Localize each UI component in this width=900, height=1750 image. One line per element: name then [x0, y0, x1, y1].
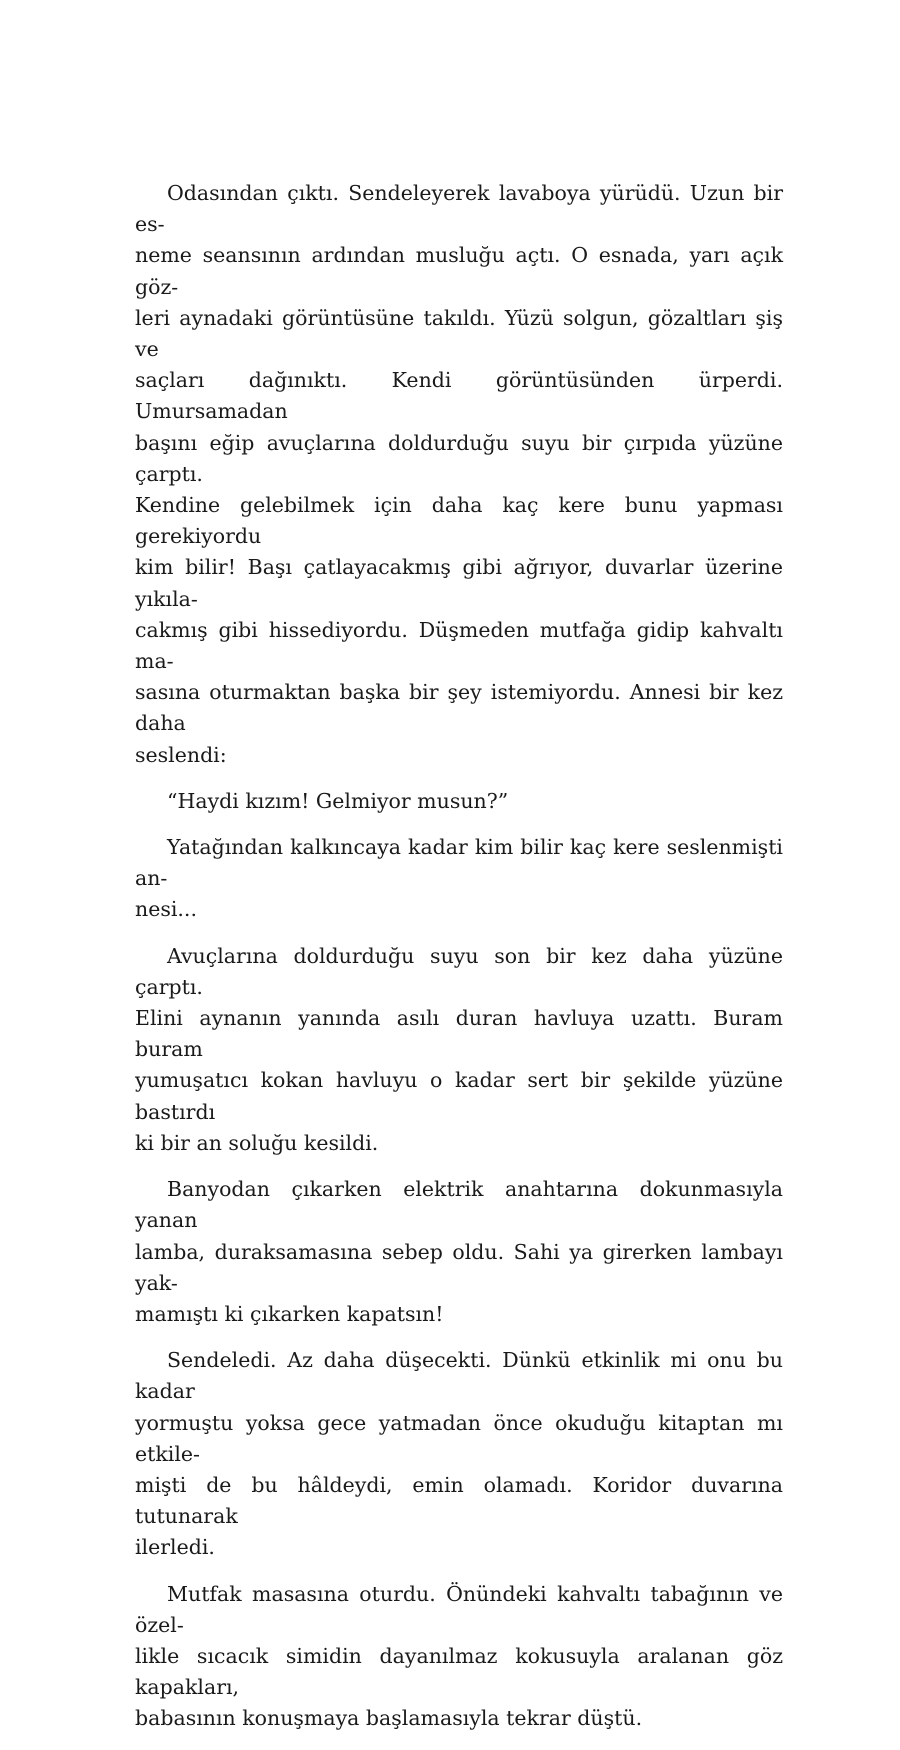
text-line: Sendeledi. Az daha düşecekti. Dünkü etkinlik mi onu bu kadar — [135, 1348, 783, 1404]
text-line: nesi... — [135, 897, 197, 922]
text-line: saçları dağınıktı. Kendi görüntüsünden ürperdi. Umursamadan — [135, 368, 783, 424]
text-line: kim bilir! Başı çatlayacakmış gibi ağrıyor, duvarlar üzerine yıkıla- — [135, 555, 783, 611]
text-line: leri aynadaki görüntüsüne takıldı. Yüzü solgun, gözaltları şiş ve — [135, 305, 783, 362]
text-line: Kendine gelebilmek için daha kaç kere bunu yapması gerekiyordu — [135, 493, 783, 549]
paragraph-5 — [135, 1174, 783, 1330]
text-line: Elini aynanın yanında asılı duran havluya uzattı. Buram buram — [135, 1006, 783, 1062]
paragraph-3 — [135, 832, 783, 926]
text-line: cakmış gibi hissediyordu. Düşmeden mutfağa gidip kahvaltı ma- — [135, 617, 783, 674]
text-line: Banyodan çıkarken elektrik anahtarına dokunmasıyla yanan — [135, 1177, 783, 1233]
paragraph-6 — [135, 1345, 783, 1563]
text-line: “Haydi kızım! Gelmiyor musun?” — [167, 788, 509, 813]
text-line: lamba, duraksamasına sebep oldu. Sahi ya girerken lambayı yak- — [135, 1239, 783, 1295]
paragraph-4 — [135, 941, 783, 1159]
text-line: başını eğip avuçlarına doldurduğu suyu bir çırpıda yüzüne çarptı. — [135, 430, 783, 486]
text-line: neme seansının ardından musluğu açtı. O esnada, yarı açık göz- — [135, 243, 783, 299]
paragraph-2 — [135, 786, 783, 817]
text-line: babasının konuşmaya başlamasıyla tekrar düştü. — [135, 1706, 643, 1731]
text-line: ilerledi. — [135, 1535, 215, 1560]
text-line: mamıştı ki çıkarken kapatsın! — [135, 1301, 444, 1326]
text-line: yormuştu yoksa gece yatmadan önce okuduğu kitaptan mı etkile- — [135, 1410, 783, 1466]
text-line: likle sıcacık simidin dayanılmaz kokusuyla aralanan göz kapakları, — [135, 1643, 783, 1700]
text-line: yumuşatıcı kokan havluyu o kadar sert bir şekilde yüzüne bastırdı — [135, 1068, 783, 1124]
text-line: Avuçlarına doldurduğu suyu son bir kez daha yüzüne çarptı. — [135, 943, 783, 999]
paragraph-7 — [135, 1579, 783, 1735]
text-line: Mutfak masasına oturdu. Önündeki kahvaltı tabağının ve özel- — [135, 1581, 783, 1637]
text-line: seslendi: — [135, 742, 227, 767]
text-line: mişti de bu hâldeydi, emin olamadı. Koridor duvarına tutunarak — [135, 1472, 783, 1529]
book-page — [135, 178, 783, 1750]
text-line: ki bir an soluğu kesildi. — [135, 1130, 379, 1155]
text-line: Odasından çıktı. Sendeleyerek lavaboya yürüdü. Uzun bir es- — [135, 181, 783, 237]
text-line: Yatağından kalkıncaya kadar kim bilir kaç kere seslenmişti an- — [135, 835, 783, 891]
paragraph-1 — [135, 178, 783, 771]
text-line: sasına oturmaktan başka bir şey istemiyordu. Annesi bir kez daha — [135, 680, 783, 736]
